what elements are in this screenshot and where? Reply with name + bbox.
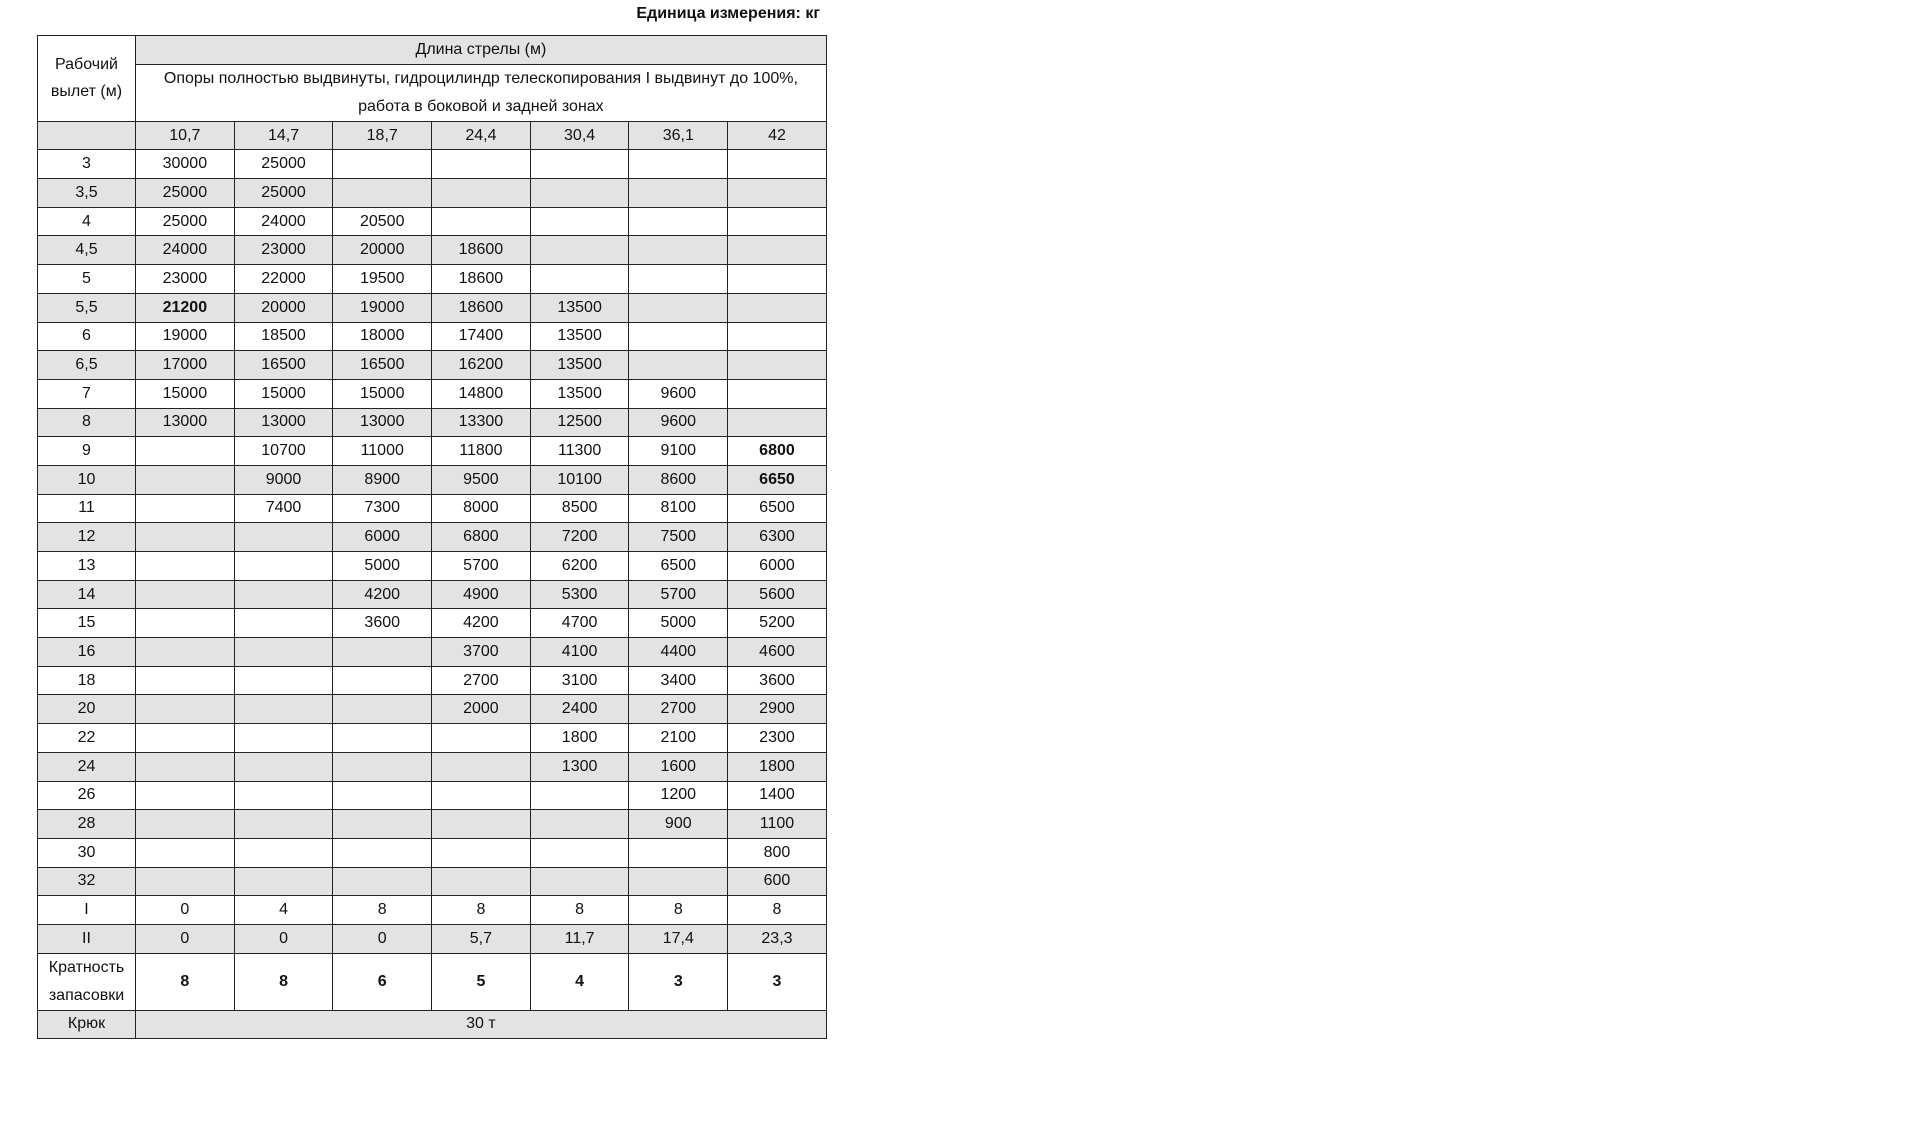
load-value-cell: 18600 [432, 293, 531, 322]
load-value-cell [629, 265, 728, 294]
reeving-value-cell: 8 [234, 953, 333, 1010]
load-value-cell: 3600 [728, 666, 827, 695]
load-value-cell [728, 150, 827, 179]
load-value-cell: 8500 [530, 494, 629, 523]
radius-cell: 6,5 [38, 351, 136, 380]
load-value-cell: 18600 [432, 265, 531, 294]
load-value-cell [234, 752, 333, 781]
load-value-cell: 20000 [333, 236, 432, 265]
load-value-cell [728, 322, 827, 351]
load-value-cell: 3400 [629, 666, 728, 695]
reeving-row [38, 953, 827, 1010]
load-value-cell: 4200 [333, 580, 432, 609]
load-value-cell [234, 724, 333, 753]
table-row [38, 609, 827, 638]
telescope-value-cell: 23,3 [728, 924, 827, 953]
radius-cell: 12 [38, 523, 136, 552]
load-value-cell [136, 609, 235, 638]
load-value-cell: 2400 [530, 695, 629, 724]
load-value-cell: 6300 [728, 523, 827, 552]
telescope-value-cell: 8 [530, 896, 629, 925]
load-value-cell [728, 265, 827, 294]
reeving-value-cell: 4 [530, 953, 629, 1010]
table-row [38, 379, 827, 408]
telescope-value-cell: 0 [333, 924, 432, 953]
load-value-cell: 30000 [136, 150, 235, 179]
load-value-cell: 18500 [234, 322, 333, 351]
load-value-cell: 6800 [728, 437, 827, 466]
load-value-cell [728, 236, 827, 265]
load-value-cell [234, 580, 333, 609]
load-value-cell: 17400 [432, 322, 531, 351]
load-value-cell: 1800 [530, 724, 629, 753]
load-value-cell: 13500 [530, 293, 629, 322]
load-value-cell: 4100 [530, 638, 629, 667]
load-value-cell: 25000 [136, 179, 235, 208]
boom-length-cell: 10,7 [136, 121, 235, 150]
load-value-cell [333, 867, 432, 896]
reeving-value-cell: 5 [432, 953, 531, 1010]
load-value-cell [136, 752, 235, 781]
boom-length-values-row [38, 121, 827, 150]
load-value-cell [432, 150, 531, 179]
load-value-cell [333, 781, 432, 810]
telescope-label-cell: II [38, 924, 136, 953]
load-value-cell [530, 179, 629, 208]
load-value-cell [136, 437, 235, 466]
boom-length-cell: 30,4 [530, 121, 629, 150]
boom-length-cell: 14,7 [234, 121, 333, 150]
load-value-cell: 17000 [136, 351, 235, 380]
load-value-cell [432, 179, 531, 208]
load-value-cell: 23000 [136, 265, 235, 294]
radius-cell: 5,5 [38, 293, 136, 322]
load-value-cell: 1200 [629, 781, 728, 810]
telescope-value-cell: 8 [728, 896, 827, 925]
load-value-cell [728, 408, 827, 437]
load-value-cell [530, 150, 629, 179]
load-value-cell [234, 552, 333, 581]
load-value-cell [234, 867, 333, 896]
load-value-cell: 20000 [234, 293, 333, 322]
load-value-cell: 5200 [728, 609, 827, 638]
load-value-cell: 7500 [629, 523, 728, 552]
load-value-cell: 4200 [432, 609, 531, 638]
table-row [38, 150, 827, 179]
load-value-cell: 3600 [333, 609, 432, 638]
telescope-value-cell: 0 [234, 924, 333, 953]
load-value-cell: 15000 [234, 379, 333, 408]
load-value-cell: 24000 [136, 236, 235, 265]
table-row [38, 523, 827, 552]
radius-cell: 26 [38, 781, 136, 810]
load-value-cell [432, 867, 531, 896]
radius-cell: 13 [38, 552, 136, 581]
load-value-cell: 19000 [333, 293, 432, 322]
load-value-cell [136, 867, 235, 896]
load-value-cell: 12500 [530, 408, 629, 437]
boom-length-cell: 24,4 [432, 121, 531, 150]
header-row-conditions [38, 64, 827, 121]
radius-cell: 8 [38, 408, 136, 437]
table-row [38, 207, 827, 236]
table-row [38, 552, 827, 581]
load-value-cell [136, 494, 235, 523]
hook-value-cell: 30 т [136, 1010, 827, 1039]
conditions-header: Опоры полностью выдвинуты, гидроцилиндр телескопирования I выдвинут до 100%, работа в боковой и задней зонах [136, 64, 827, 121]
reeving-value-cell: 6 [333, 953, 432, 1010]
load-value-cell: 18000 [333, 322, 432, 351]
load-value-cell: 4600 [728, 638, 827, 667]
load-value-cell: 4400 [629, 638, 728, 667]
table-row [38, 580, 827, 609]
load-value-cell [629, 351, 728, 380]
boom-length-header: Длина стрелы (м) [136, 36, 827, 65]
radius-cell: 30 [38, 838, 136, 867]
telescope-label-cell: I [38, 896, 136, 925]
load-value-cell: 800 [728, 838, 827, 867]
load-value-cell: 9000 [234, 465, 333, 494]
radius-cell: 28 [38, 810, 136, 839]
load-value-cell: 8600 [629, 465, 728, 494]
load-value-cell: 2000 [432, 695, 531, 724]
load-value-cell [333, 752, 432, 781]
load-value-cell: 2100 [629, 724, 728, 753]
load-value-cell: 23000 [234, 236, 333, 265]
table-row [38, 236, 827, 265]
load-value-cell: 2700 [629, 695, 728, 724]
load-value-cell: 4700 [530, 609, 629, 638]
load-value-cell: 1100 [728, 810, 827, 839]
radius-cell: 10 [38, 465, 136, 494]
load-value-cell: 600 [728, 867, 827, 896]
reeving-value-cell: 3 [629, 953, 728, 1010]
telescope-value-cell: 8 [629, 896, 728, 925]
load-value-cell [136, 724, 235, 753]
table-row [38, 666, 827, 695]
load-value-cell [234, 810, 333, 839]
telescope-value-cell: 4 [234, 896, 333, 925]
load-value-cell [432, 752, 531, 781]
load-value-cell: 16500 [234, 351, 333, 380]
load-value-cell: 8000 [432, 494, 531, 523]
load-value-cell: 6650 [728, 465, 827, 494]
load-value-cell: 5700 [629, 580, 728, 609]
load-value-cell: 16500 [333, 351, 432, 380]
table-row [38, 838, 827, 867]
load-value-cell: 13500 [530, 379, 629, 408]
radius-cell: 4,5 [38, 236, 136, 265]
load-value-cell: 2900 [728, 695, 827, 724]
load-value-cell: 13000 [333, 408, 432, 437]
load-value-cell: 13500 [530, 351, 629, 380]
load-value-cell: 19000 [136, 322, 235, 351]
radius-cell: 15 [38, 609, 136, 638]
telescope-value-cell: 11,7 [530, 924, 629, 953]
load-value-cell: 6500 [629, 552, 728, 581]
boom-length-cell: 42 [728, 121, 827, 150]
load-value-cell: 15000 [333, 379, 432, 408]
radius-cell: 5 [38, 265, 136, 294]
load-value-cell [333, 724, 432, 753]
load-value-cell [629, 293, 728, 322]
table-row [38, 494, 827, 523]
load-value-cell [136, 523, 235, 552]
reeving-label-cell: Кратность запасовки [38, 953, 136, 1010]
table-row [38, 265, 827, 294]
table-row [38, 465, 827, 494]
radius-header: Рабочий вылет (м) [38, 36, 136, 122]
load-value-cell [234, 838, 333, 867]
load-value-cell: 10100 [530, 465, 629, 494]
load-value-cell [136, 781, 235, 810]
load-value-cell: 22000 [234, 265, 333, 294]
radius-cell: 9 [38, 437, 136, 466]
load-value-cell: 13000 [136, 408, 235, 437]
load-value-cell [136, 465, 235, 494]
table-row [38, 810, 827, 839]
load-value-cell [234, 523, 333, 552]
telescope-row [38, 924, 827, 953]
load-value-cell [136, 638, 235, 667]
load-value-cell [333, 810, 432, 839]
hook-row [38, 1010, 827, 1039]
load-value-cell: 1300 [530, 752, 629, 781]
load-value-cell [333, 179, 432, 208]
load-value-cell [728, 379, 827, 408]
load-value-cell [234, 638, 333, 667]
telescope-value-cell: 8 [432, 896, 531, 925]
boom-length-cell: 18,7 [333, 121, 432, 150]
load-value-cell [136, 838, 235, 867]
load-value-cell [234, 781, 333, 810]
load-value-cell [333, 695, 432, 724]
header-row-boom-length [38, 36, 827, 65]
load-value-cell [728, 293, 827, 322]
load-value-cell [530, 207, 629, 236]
load-value-cell: 13500 [530, 322, 629, 351]
radius-cell: 3,5 [38, 179, 136, 208]
radius-cell: 11 [38, 494, 136, 523]
load-value-cell: 11000 [333, 437, 432, 466]
load-value-cell: 2300 [728, 724, 827, 753]
load-value-cell [136, 810, 235, 839]
table-row [38, 724, 827, 753]
load-value-cell: 7400 [234, 494, 333, 523]
load-value-cell: 1600 [629, 752, 728, 781]
load-value-cell: 10700 [234, 437, 333, 466]
load-value-cell: 8900 [333, 465, 432, 494]
table-row [38, 781, 827, 810]
load-value-cell: 5000 [333, 552, 432, 581]
table-row [38, 752, 827, 781]
telescope-value-cell: 5,7 [432, 924, 531, 953]
table-row [38, 408, 827, 437]
load-value-cell: 3700 [432, 638, 531, 667]
telescope-value-cell: 17,4 [629, 924, 728, 953]
table-row [38, 867, 827, 896]
load-value-cell [234, 609, 333, 638]
load-value-cell [530, 781, 629, 810]
load-value-cell: 5700 [432, 552, 531, 581]
load-value-cell: 20500 [333, 207, 432, 236]
telescope-value-cell: 0 [136, 896, 235, 925]
load-value-cell [136, 552, 235, 581]
table-row [38, 293, 827, 322]
radius-cell: 22 [38, 724, 136, 753]
load-value-cell [629, 150, 728, 179]
load-value-cell: 24000 [234, 207, 333, 236]
load-value-cell [136, 666, 235, 695]
load-value-cell: 6000 [333, 523, 432, 552]
load-value-cell [728, 207, 827, 236]
radius-cell: 3 [38, 150, 136, 179]
reeving-value-cell: 8 [136, 953, 235, 1010]
load-value-cell: 11800 [432, 437, 531, 466]
load-value-cell [136, 580, 235, 609]
table-row [38, 695, 827, 724]
radius-cell: 18 [38, 666, 136, 695]
load-value-cell: 2700 [432, 666, 531, 695]
load-value-cell [629, 838, 728, 867]
load-value-cell [629, 867, 728, 896]
unit-caption: Единица измерения: кг [636, 5, 820, 22]
load-value-cell: 9500 [432, 465, 531, 494]
reeving-value-cell: 3 [728, 953, 827, 1010]
load-value-cell: 19500 [333, 265, 432, 294]
load-value-cell: 1400 [728, 781, 827, 810]
boom-length-corner-cell [38, 121, 136, 150]
load-value-cell: 8100 [629, 494, 728, 523]
load-value-cell [234, 695, 333, 724]
radius-cell: 24 [38, 752, 136, 781]
table-row [38, 437, 827, 466]
load-value-cell [530, 265, 629, 294]
load-value-cell [629, 236, 728, 265]
load-value-cell [432, 781, 531, 810]
telescope-value-cell: 8 [333, 896, 432, 925]
radius-cell: 4 [38, 207, 136, 236]
load-value-cell: 9600 [629, 379, 728, 408]
load-value-cell [136, 695, 235, 724]
load-value-cell: 5600 [728, 580, 827, 609]
load-value-cell [234, 666, 333, 695]
radius-cell: 7 [38, 379, 136, 408]
load-value-cell [333, 838, 432, 867]
load-chart-table [37, 35, 827, 1039]
radius-cell: 14 [38, 580, 136, 609]
load-value-cell [333, 150, 432, 179]
load-value-cell [629, 179, 728, 208]
load-value-cell: 6200 [530, 552, 629, 581]
load-value-cell [629, 322, 728, 351]
telescope-row [38, 896, 827, 925]
load-value-cell: 6800 [432, 523, 531, 552]
load-value-cell: 9100 [629, 437, 728, 466]
load-value-cell [629, 207, 728, 236]
load-value-cell: 25000 [136, 207, 235, 236]
load-value-cell [333, 638, 432, 667]
load-value-cell: 16200 [432, 351, 531, 380]
load-value-cell: 5000 [629, 609, 728, 638]
load-value-cell [432, 810, 531, 839]
load-value-cell: 21200 [136, 293, 235, 322]
load-value-cell [530, 810, 629, 839]
table-row [38, 179, 827, 208]
load-value-cell [333, 666, 432, 695]
table-row [38, 322, 827, 351]
load-value-cell: 15000 [136, 379, 235, 408]
load-value-cell: 1800 [728, 752, 827, 781]
load-value-cell [432, 838, 531, 867]
load-value-cell [530, 867, 629, 896]
load-value-cell: 13300 [432, 408, 531, 437]
table-row [38, 351, 827, 380]
load-value-cell: 6000 [728, 552, 827, 581]
load-value-cell [728, 351, 827, 380]
hook-label-cell: Крюк [38, 1010, 136, 1039]
load-value-cell: 900 [629, 810, 728, 839]
load-value-cell: 25000 [234, 150, 333, 179]
load-value-cell [728, 179, 827, 208]
load-value-cell [530, 838, 629, 867]
load-value-cell: 14800 [432, 379, 531, 408]
load-value-cell: 7300 [333, 494, 432, 523]
radius-cell: 20 [38, 695, 136, 724]
load-value-cell: 9600 [629, 408, 728, 437]
load-value-cell: 3100 [530, 666, 629, 695]
load-value-cell: 11300 [530, 437, 629, 466]
load-value-cell: 4900 [432, 580, 531, 609]
radius-cell: 6 [38, 322, 136, 351]
load-value-cell: 5300 [530, 580, 629, 609]
radius-cell: 16 [38, 638, 136, 667]
load-value-cell: 7200 [530, 523, 629, 552]
load-value-cell: 13000 [234, 408, 333, 437]
load-value-cell [432, 207, 531, 236]
load-value-cell: 25000 [234, 179, 333, 208]
load-value-cell [530, 236, 629, 265]
load-value-cell: 18600 [432, 236, 531, 265]
load-value-cell: 6500 [728, 494, 827, 523]
telescope-value-cell: 0 [136, 924, 235, 953]
radius-cell: 32 [38, 867, 136, 896]
boom-length-cell: 36,1 [629, 121, 728, 150]
load-value-cell [432, 724, 531, 753]
table-row [38, 638, 827, 667]
